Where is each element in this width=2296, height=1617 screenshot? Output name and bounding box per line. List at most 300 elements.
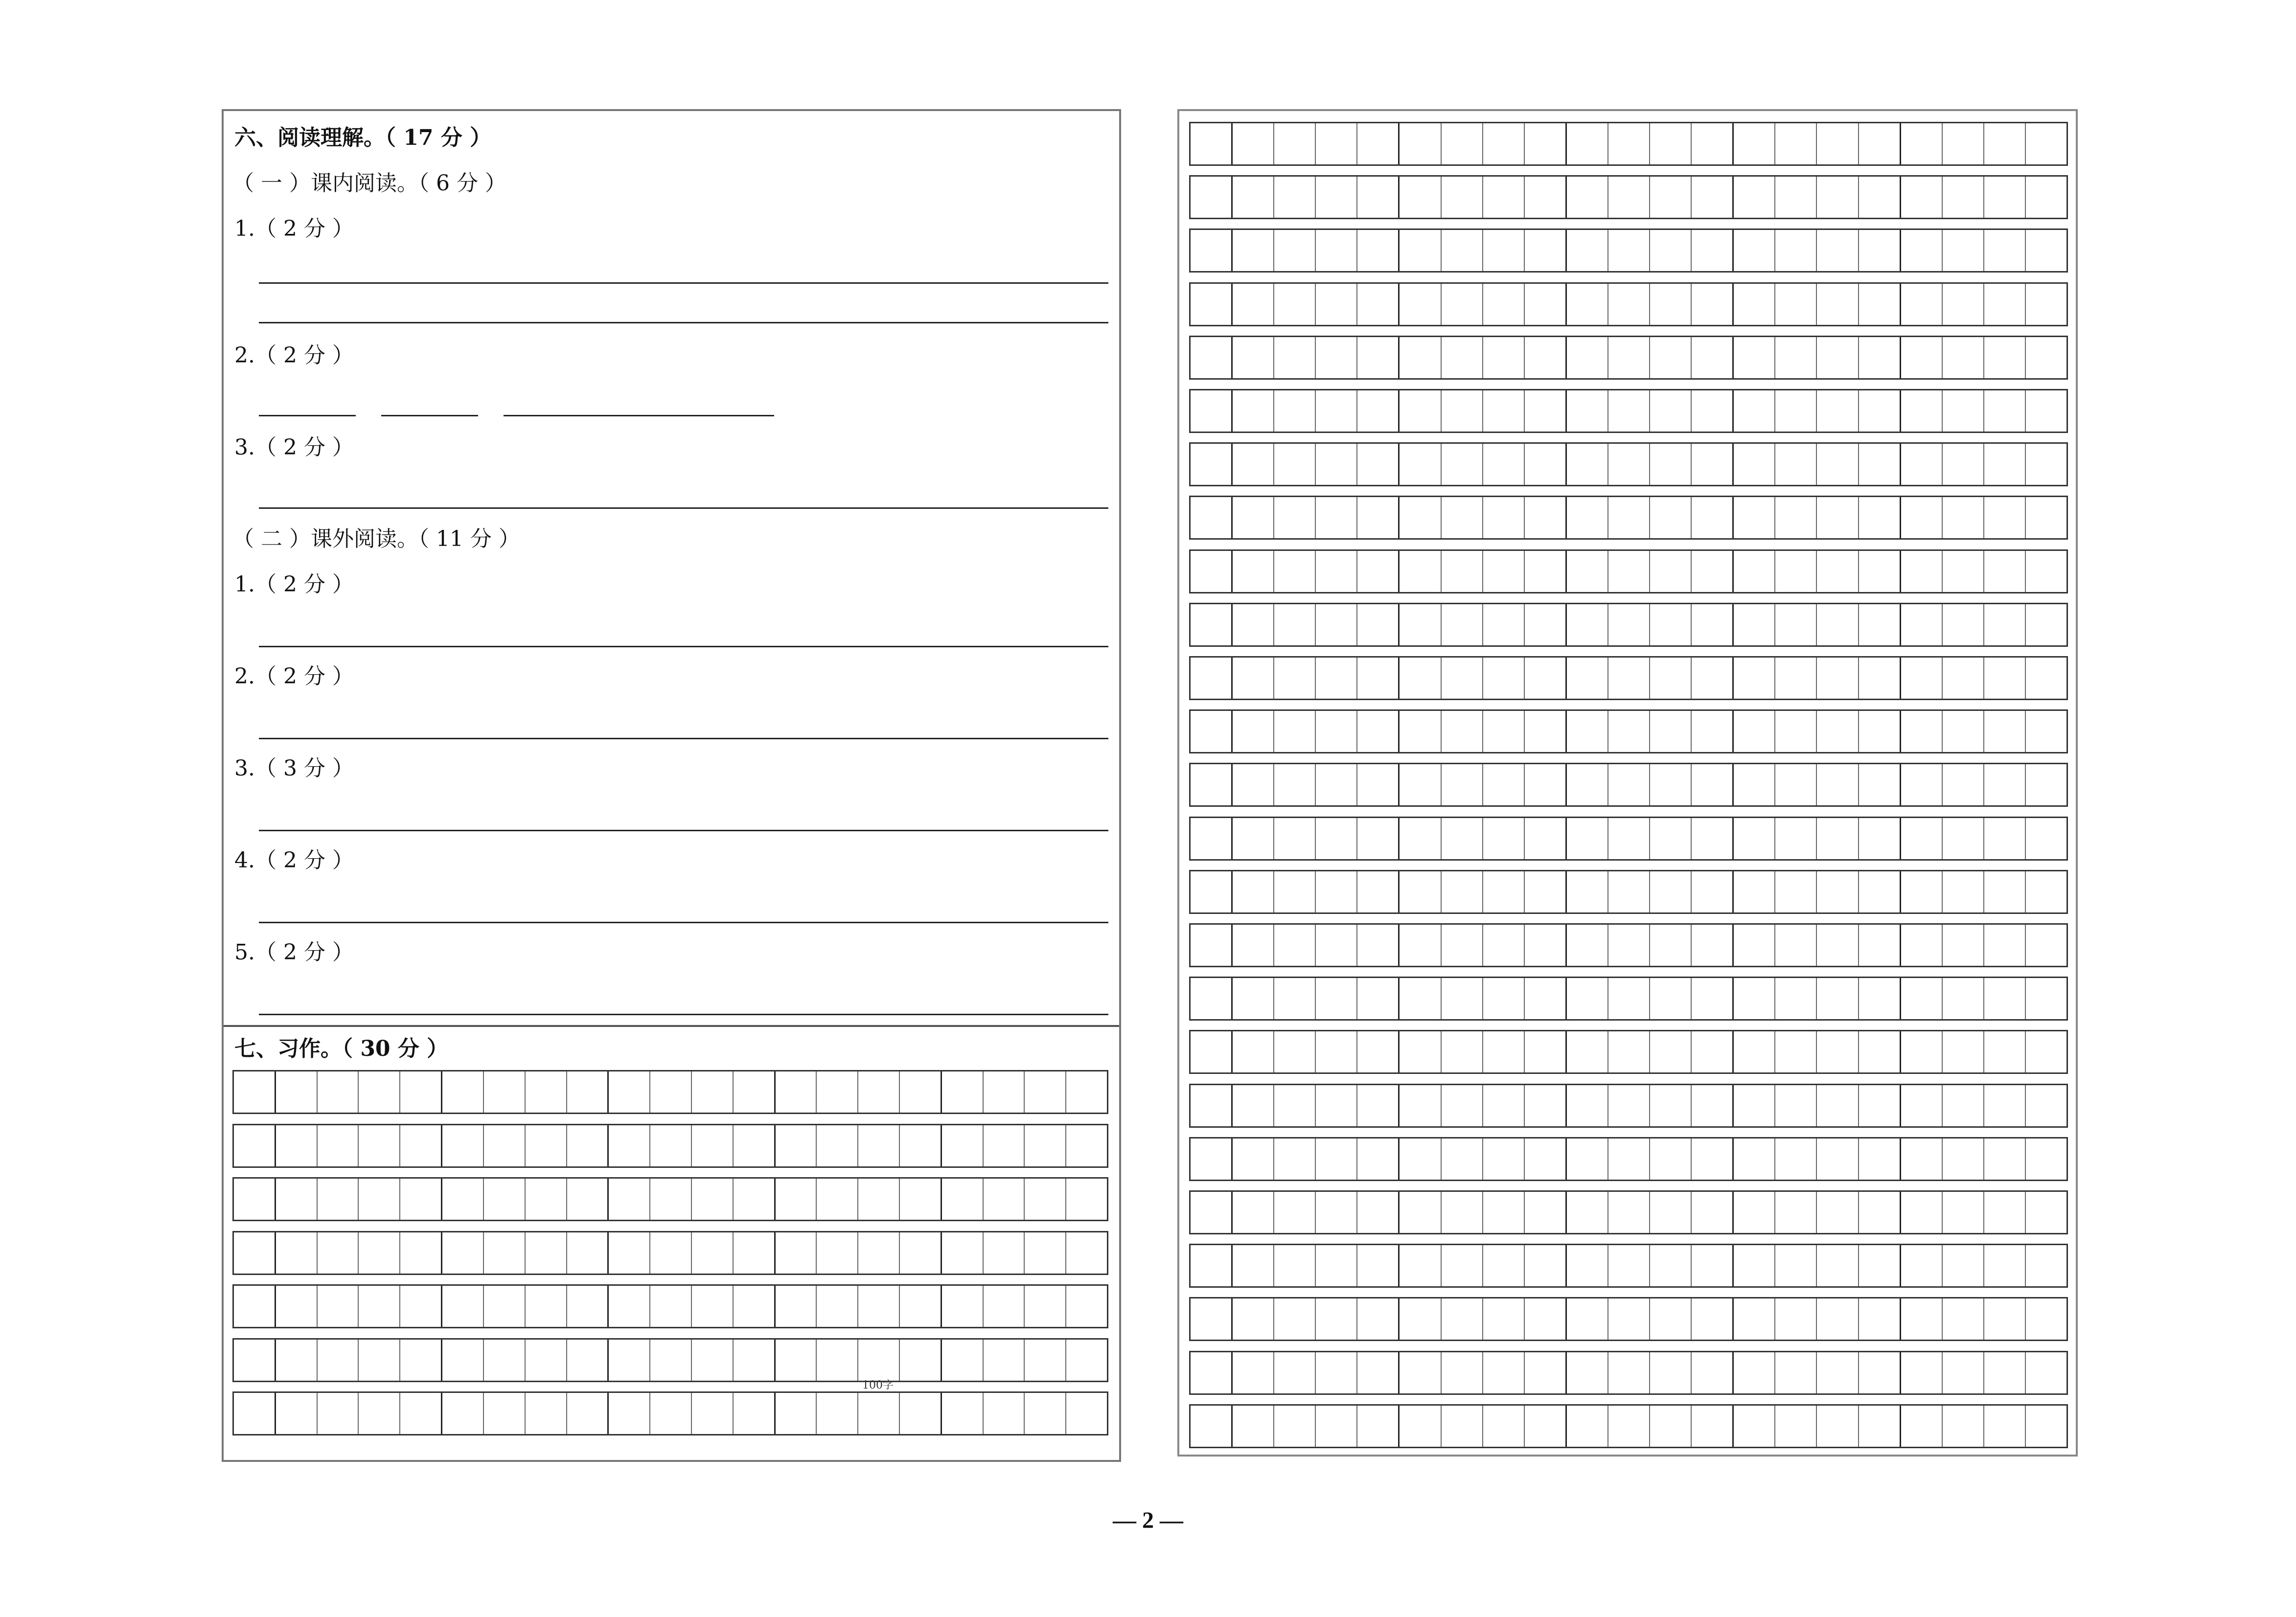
- grid-cell[interactable]: [1775, 978, 1817, 1019]
- grid-cell[interactable]: [1608, 1139, 1650, 1180]
- grid-cell[interactable]: [1775, 711, 1817, 752]
- grid-cell[interactable]: [359, 1393, 400, 1434]
- grid-cell[interactable]: [442, 1340, 484, 1381]
- grid-cell[interactable]: [1274, 1298, 1316, 1340]
- grid-cell[interactable]: [1483, 1031, 1525, 1072]
- grid-cell[interactable]: [1274, 1192, 1316, 1233]
- grid-cell[interactable]: [984, 1393, 1025, 1434]
- grid-cell[interactable]: [1191, 1139, 1233, 1180]
- grid-cell[interactable]: [1357, 1352, 1400, 1393]
- grid-cell[interactable]: [1650, 871, 1692, 912]
- grid-cell[interactable]: [1400, 1031, 1441, 1072]
- answer-line[interactable]: [259, 507, 1108, 509]
- grid-cell[interactable]: [1775, 284, 1817, 325]
- grid-cell[interactable]: [1357, 764, 1400, 805]
- grid-cell[interactable]: [1692, 230, 1734, 271]
- grid-cell[interactable]: [1442, 711, 1483, 752]
- grid-cell[interactable]: [442, 1071, 484, 1113]
- grid-cell[interactable]: [1943, 337, 1984, 378]
- grid-cell[interactable]: [2026, 337, 2066, 378]
- grid-cell[interactable]: [776, 1125, 817, 1166]
- grid-cell[interactable]: [1650, 230, 1692, 271]
- grid-cell[interactable]: [1525, 230, 1567, 271]
- grid-cell[interactable]: [1817, 1352, 1859, 1393]
- grid-cell[interactable]: [1442, 818, 1483, 859]
- grid-cell[interactable]: [858, 1340, 900, 1381]
- grid-cell[interactable]: [359, 1125, 400, 1166]
- grid-cell[interactable]: [650, 1125, 692, 1166]
- grid-cell[interactable]: [2026, 1192, 2066, 1233]
- grid-cell[interactable]: [1650, 1298, 1692, 1340]
- grid-cell[interactable]: [1483, 1192, 1525, 1233]
- grid-cell[interactable]: [1274, 871, 1316, 912]
- grid-cell[interactable]: [1400, 871, 1441, 912]
- grid-cell[interactable]: [1859, 1192, 1901, 1233]
- grid-cell[interactable]: [1859, 177, 1901, 218]
- grid-cell[interactable]: [1025, 1071, 1066, 1113]
- grid-cell[interactable]: [734, 1286, 776, 1327]
- grid-cell[interactable]: [942, 1071, 984, 1113]
- grid-cell[interactable]: [1608, 711, 1650, 752]
- grid-cell[interactable]: [1357, 658, 1400, 699]
- grid-cell[interactable]: [1191, 925, 1233, 966]
- grid-cell[interactable]: [1817, 1245, 1859, 1286]
- grid-cell[interactable]: [734, 1179, 776, 1220]
- grid-cell[interactable]: [1734, 1031, 1775, 1072]
- grid-cell[interactable]: [1943, 1139, 1984, 1180]
- grid-cell[interactable]: [1525, 1298, 1567, 1340]
- grid-cell[interactable]: [1650, 284, 1692, 325]
- grid-cell[interactable]: [318, 1179, 359, 1220]
- grid-cell[interactable]: [692, 1232, 734, 1274]
- grid-cell[interactable]: [359, 1071, 400, 1113]
- grid-cell[interactable]: [1984, 1406, 2026, 1447]
- grid-cell[interactable]: [1274, 390, 1316, 432]
- grid-cell[interactable]: [817, 1232, 858, 1274]
- grid-cell[interactable]: [1191, 551, 1233, 592]
- grid-cell[interactable]: [1442, 1031, 1483, 1072]
- grid-cell[interactable]: [1650, 551, 1692, 592]
- grid-cell[interactable]: [1442, 123, 1483, 164]
- grid-cell[interactable]: [318, 1286, 359, 1327]
- grid-cell[interactable]: [1692, 1031, 1734, 1072]
- grid-cell[interactable]: [1859, 818, 1901, 859]
- grid-cell[interactable]: [1357, 444, 1400, 485]
- grid-cell[interactable]: [400, 1179, 442, 1220]
- grid-cell[interactable]: [984, 1286, 1025, 1327]
- grid-cell[interactable]: [1357, 497, 1400, 538]
- grid-cell[interactable]: [1608, 1085, 1650, 1126]
- grid-cell[interactable]: [1483, 444, 1525, 485]
- grid-cell[interactable]: [1859, 711, 1901, 752]
- grid-cell[interactable]: [650, 1071, 692, 1113]
- grid-cell[interactable]: [567, 1393, 609, 1434]
- grid-cell[interactable]: [567, 1340, 609, 1381]
- grid-cell[interactable]: [1483, 1139, 1525, 1180]
- grid-cell[interactable]: [1901, 1031, 1943, 1072]
- grid-cell[interactable]: [1400, 658, 1441, 699]
- grid-cell[interactable]: [567, 1179, 609, 1220]
- grid-cell[interactable]: [776, 1393, 817, 1434]
- grid-cell[interactable]: [1859, 551, 1901, 592]
- grid-cell[interactable]: [1692, 658, 1734, 699]
- grid-cell[interactable]: [1316, 1406, 1357, 1447]
- grid-cell[interactable]: [1400, 1245, 1441, 1286]
- grid-cell[interactable]: [1191, 711, 1233, 752]
- grid-cell[interactable]: [1525, 284, 1567, 325]
- grid-cell[interactable]: [1525, 818, 1567, 859]
- grid-cell[interactable]: [318, 1393, 359, 1434]
- grid-cell[interactable]: [1734, 390, 1775, 432]
- grid-cell[interactable]: [1984, 1139, 2026, 1180]
- grid-cell[interactable]: [234, 1071, 276, 1113]
- grid-cell[interactable]: [1483, 230, 1525, 271]
- grid-cell[interactable]: [1274, 284, 1316, 325]
- grid-cell[interactable]: [234, 1179, 276, 1220]
- grid-cell[interactable]: [1859, 764, 1901, 805]
- grid-cell[interactable]: [1025, 1232, 1066, 1274]
- grid-cell[interactable]: [1984, 978, 2026, 1019]
- grid-cell[interactable]: [734, 1340, 776, 1381]
- grid-cell[interactable]: [1191, 230, 1233, 271]
- grid-cell[interactable]: [2026, 658, 2066, 699]
- grid-cell[interactable]: [1608, 1192, 1650, 1233]
- grid-cell[interactable]: [318, 1232, 359, 1274]
- grid-cell[interactable]: [1943, 123, 1984, 164]
- grid-cell[interactable]: [1400, 978, 1441, 1019]
- grid-cell[interactable]: [1608, 1406, 1650, 1447]
- grid-cell[interactable]: [1483, 1298, 1525, 1340]
- grid-cell[interactable]: [609, 1179, 650, 1220]
- grid-cell[interactable]: [2026, 444, 2066, 485]
- grid-cell[interactable]: [1650, 818, 1692, 859]
- grid-cell[interactable]: [1274, 1245, 1316, 1286]
- grid-cell[interactable]: [1734, 604, 1775, 645]
- grid-cell[interactable]: [1817, 711, 1859, 752]
- grid-cell[interactable]: [234, 1232, 276, 1274]
- grid-cell[interactable]: [400, 1393, 442, 1434]
- grid-cell[interactable]: [1984, 604, 2026, 645]
- grid-cell[interactable]: [1692, 284, 1734, 325]
- grid-cell[interactable]: [1692, 497, 1734, 538]
- grid-cell[interactable]: [1066, 1071, 1107, 1113]
- grid-cell[interactable]: [1775, 658, 1817, 699]
- grid-cell[interactable]: [1233, 123, 1274, 164]
- grid-cell[interactable]: [2026, 284, 2066, 325]
- grid-cell[interactable]: [984, 1232, 1025, 1274]
- grid-cell[interactable]: [858, 1125, 900, 1166]
- grid-cell[interactable]: [1274, 1139, 1316, 1180]
- grid-cell[interactable]: [1859, 925, 1901, 966]
- grid-cell[interactable]: [1775, 230, 1817, 271]
- grid-cell[interactable]: [276, 1125, 318, 1166]
- grid-cell[interactable]: [1650, 1085, 1692, 1126]
- grid-cell[interactable]: [1316, 764, 1357, 805]
- grid-cell[interactable]: [1734, 871, 1775, 912]
- grid-cell[interactable]: [1316, 284, 1357, 325]
- grid-cell[interactable]: [776, 1286, 817, 1327]
- grid-cell[interactable]: [1734, 1352, 1775, 1393]
- grid-cell[interactable]: [1274, 123, 1316, 164]
- grid-cell[interactable]: [1817, 818, 1859, 859]
- grid-cell[interactable]: [1442, 390, 1483, 432]
- grid-cell[interactable]: [1984, 230, 2026, 271]
- grid-cell[interactable]: [1608, 1352, 1650, 1393]
- grid-cell[interactable]: [1233, 497, 1274, 538]
- grid-cell[interactable]: [442, 1393, 484, 1434]
- grid-cell[interactable]: [1567, 1352, 1608, 1393]
- grid-cell[interactable]: [1650, 390, 1692, 432]
- grid-cell[interactable]: [400, 1286, 442, 1327]
- grid-cell[interactable]: [1066, 1232, 1107, 1274]
- grid-cell[interactable]: [1483, 1352, 1525, 1393]
- grid-cell[interactable]: [1233, 978, 1274, 1019]
- grid-cell[interactable]: [1442, 1245, 1483, 1286]
- grid-cell[interactable]: [1984, 390, 2026, 432]
- grid-cell[interactable]: [1274, 925, 1316, 966]
- grid-cell[interactable]: [609, 1125, 650, 1166]
- grid-cell[interactable]: [1066, 1340, 1107, 1381]
- grid-cell[interactable]: [1608, 1245, 1650, 1286]
- grid-cell[interactable]: [1567, 711, 1608, 752]
- grid-cell[interactable]: [1901, 604, 1943, 645]
- grid-cell[interactable]: [1734, 230, 1775, 271]
- grid-cell[interactable]: [1483, 925, 1525, 966]
- grid-cell[interactable]: [1859, 123, 1901, 164]
- grid-cell[interactable]: [1233, 604, 1274, 645]
- answer-line[interactable]: [259, 1014, 1108, 1015]
- grid-cell[interactable]: [1233, 1406, 1274, 1447]
- grid-cell[interactable]: [1775, 444, 1817, 485]
- grid-cell[interactable]: [1525, 604, 1567, 645]
- grid-cell[interactable]: [1400, 764, 1441, 805]
- grid-cell[interactable]: [1066, 1286, 1107, 1327]
- grid-cell[interactable]: [1316, 177, 1357, 218]
- grid-cell[interactable]: [1692, 1192, 1734, 1233]
- grid-cell[interactable]: [1233, 284, 1274, 325]
- grid-cell[interactable]: [1274, 658, 1316, 699]
- grid-cell[interactable]: [1817, 551, 1859, 592]
- grid-cell[interactable]: [1650, 925, 1692, 966]
- grid-cell[interactable]: [276, 1071, 318, 1113]
- grid-cell[interactable]: [1274, 764, 1316, 805]
- grid-cell[interactable]: [1274, 1352, 1316, 1393]
- grid-cell[interactable]: [1775, 764, 1817, 805]
- grid-cell[interactable]: [526, 1071, 567, 1113]
- grid-cell[interactable]: [1025, 1125, 1066, 1166]
- grid-cell[interactable]: [1442, 1298, 1483, 1340]
- grid-cell[interactable]: [1357, 551, 1400, 592]
- grid-cell[interactable]: [1483, 177, 1525, 218]
- grid-cell[interactable]: [1901, 390, 1943, 432]
- grid-cell[interactable]: [734, 1125, 776, 1166]
- grid-cell[interactable]: [1316, 1031, 1357, 1072]
- grid-cell[interactable]: [1608, 230, 1650, 271]
- grid-cell[interactable]: [1316, 390, 1357, 432]
- grid-cell[interactable]: [776, 1232, 817, 1274]
- grid-cell[interactable]: [318, 1071, 359, 1113]
- grid-cell[interactable]: [1483, 978, 1525, 1019]
- grid-cell[interactable]: [1734, 1192, 1775, 1233]
- grid-cell[interactable]: [1442, 337, 1483, 378]
- grid-cell[interactable]: [1233, 1298, 1274, 1340]
- grid-cell[interactable]: [1233, 658, 1274, 699]
- grid-cell[interactable]: [2026, 604, 2066, 645]
- grid-cell[interactable]: [1734, 123, 1775, 164]
- grid-cell[interactable]: [1859, 871, 1901, 912]
- grid-cell[interactable]: [1692, 551, 1734, 592]
- answer-line[interactable]: [259, 646, 1108, 647]
- grid-cell[interactable]: [1692, 1352, 1734, 1393]
- grid-cell[interactable]: [2026, 390, 2066, 432]
- grid-cell[interactable]: [484, 1340, 526, 1381]
- grid-cell[interactable]: [1901, 764, 1943, 805]
- grid-cell[interactable]: [1483, 871, 1525, 912]
- grid-cell[interactable]: [1316, 1298, 1357, 1340]
- grid-cell[interactable]: [858, 1286, 900, 1327]
- grid-cell[interactable]: [1567, 1192, 1608, 1233]
- grid-cell[interactable]: [1734, 818, 1775, 859]
- grid-cell[interactable]: [318, 1125, 359, 1166]
- grid-cell[interactable]: [1442, 1085, 1483, 1126]
- grid-cell[interactable]: [1357, 604, 1400, 645]
- grid-cell[interactable]: [1692, 337, 1734, 378]
- grid-cell[interactable]: [1859, 604, 1901, 645]
- grid-cell[interactable]: [1692, 711, 1734, 752]
- grid-cell[interactable]: [1400, 497, 1441, 538]
- grid-cell[interactable]: [1442, 925, 1483, 966]
- grid-cell[interactable]: [1650, 123, 1692, 164]
- grid-cell[interactable]: [817, 1179, 858, 1220]
- grid-cell[interactable]: [1025, 1286, 1066, 1327]
- grid-cell[interactable]: [858, 1179, 900, 1220]
- grid-cell[interactable]: [1316, 1192, 1357, 1233]
- grid-cell[interactable]: [1608, 497, 1650, 538]
- grid-cell[interactable]: [1817, 978, 1859, 1019]
- grid-cell[interactable]: [1984, 444, 2026, 485]
- grid-cell[interactable]: [1233, 1352, 1274, 1393]
- grid-cell[interactable]: [1274, 711, 1316, 752]
- grid-cell[interactable]: [1859, 284, 1901, 325]
- grid-cell[interactable]: [526, 1340, 567, 1381]
- answer-blank-2[interactable]: [381, 415, 478, 416]
- grid-cell[interactable]: [1567, 497, 1608, 538]
- grid-cell[interactable]: [1400, 1192, 1441, 1233]
- grid-cell[interactable]: [900, 1286, 942, 1327]
- grid-cell[interactable]: [2026, 818, 2066, 859]
- grid-cell[interactable]: [1567, 871, 1608, 912]
- grid-cell[interactable]: [1817, 1192, 1859, 1233]
- grid-cell[interactable]: [1442, 1139, 1483, 1180]
- grid-cell[interactable]: [1817, 764, 1859, 805]
- grid-cell[interactable]: [1692, 1245, 1734, 1286]
- grid-cell[interactable]: [1400, 177, 1441, 218]
- grid-cell[interactable]: [1316, 1085, 1357, 1126]
- grid-cell[interactable]: [1233, 551, 1274, 592]
- grid-cell[interactable]: [1357, 123, 1400, 164]
- grid-cell[interactable]: [1734, 1245, 1775, 1286]
- grid-cell[interactable]: [1650, 658, 1692, 699]
- grid-cell[interactable]: [1650, 604, 1692, 645]
- answer-line[interactable]: [259, 282, 1108, 284]
- grid-cell[interactable]: [1775, 1192, 1817, 1233]
- grid-cell[interactable]: [1233, 711, 1274, 752]
- grid-cell[interactable]: [1608, 764, 1650, 805]
- grid-cell[interactable]: [2026, 1298, 2066, 1340]
- grid-cell[interactable]: [1316, 604, 1357, 645]
- grid-cell[interactable]: [1734, 284, 1775, 325]
- grid-cell[interactable]: [1608, 177, 1650, 218]
- grid-cell[interactable]: [1233, 1031, 1274, 1072]
- grid-cell[interactable]: [1650, 1352, 1692, 1393]
- grid-cell[interactable]: [484, 1179, 526, 1220]
- grid-cell[interactable]: [1233, 764, 1274, 805]
- grid-cell[interactable]: [1442, 444, 1483, 485]
- grid-cell[interactable]: [1357, 337, 1400, 378]
- grid-cell[interactable]: [1483, 658, 1525, 699]
- grid-cell[interactable]: [1316, 1139, 1357, 1180]
- grid-cell[interactable]: [1901, 658, 1943, 699]
- answer-line[interactable]: [259, 830, 1108, 831]
- grid-cell[interactable]: [2026, 123, 2066, 164]
- grid-cell[interactable]: [1442, 604, 1483, 645]
- grid-cell[interactable]: [1817, 390, 1859, 432]
- grid-cell[interactable]: [1943, 497, 1984, 538]
- grid-cell[interactable]: [484, 1125, 526, 1166]
- grid-cell[interactable]: [1775, 497, 1817, 538]
- grid-cell[interactable]: [1357, 1085, 1400, 1126]
- grid-cell[interactable]: [1692, 390, 1734, 432]
- grid-cell[interactable]: [1274, 1085, 1316, 1126]
- grid-cell[interactable]: [1400, 337, 1441, 378]
- grid-cell[interactable]: [2026, 1245, 2066, 1286]
- grid-cell[interactable]: [1357, 978, 1400, 1019]
- grid-cell[interactable]: [1483, 390, 1525, 432]
- grid-cell[interactable]: [1316, 925, 1357, 966]
- grid-cell[interactable]: [2026, 925, 2066, 966]
- grid-cell[interactable]: [1608, 871, 1650, 912]
- grid-cell[interactable]: [1984, 658, 2026, 699]
- grid-cell[interactable]: [1943, 1298, 1984, 1340]
- grid-cell[interactable]: [1608, 978, 1650, 1019]
- grid-cell[interactable]: [1191, 1031, 1233, 1072]
- grid-cell[interactable]: [1650, 1031, 1692, 1072]
- grid-cell[interactable]: [1066, 1179, 1107, 1220]
- grid-cell[interactable]: [1233, 1085, 1274, 1126]
- grid-cell[interactable]: [1274, 337, 1316, 378]
- grid-cell[interactable]: [1400, 1139, 1441, 1180]
- answer-line[interactable]: [259, 922, 1108, 923]
- grid-cell[interactable]: [1525, 1192, 1567, 1233]
- grid-cell[interactable]: [1817, 658, 1859, 699]
- grid-cell[interactable]: [1525, 1406, 1567, 1447]
- grid-cell[interactable]: [1608, 390, 1650, 432]
- answer-blank-1[interactable]: [259, 415, 356, 416]
- grid-cell[interactable]: [984, 1179, 1025, 1220]
- grid-cell[interactable]: [1859, 1352, 1901, 1393]
- grid-cell[interactable]: [1191, 1192, 1233, 1233]
- grid-cell[interactable]: [1316, 818, 1357, 859]
- grid-cell[interactable]: [1483, 764, 1525, 805]
- grid-cell[interactable]: [1901, 711, 1943, 752]
- grid-cell[interactable]: [567, 1125, 609, 1166]
- grid-cell[interactable]: [942, 1340, 984, 1381]
- grid-cell[interactable]: [1483, 604, 1525, 645]
- grid-cell[interactable]: [1191, 390, 1233, 432]
- grid-cell[interactable]: [1734, 658, 1775, 699]
- grid-cell[interactable]: [1734, 1298, 1775, 1340]
- grid-cell[interactable]: [1400, 818, 1441, 859]
